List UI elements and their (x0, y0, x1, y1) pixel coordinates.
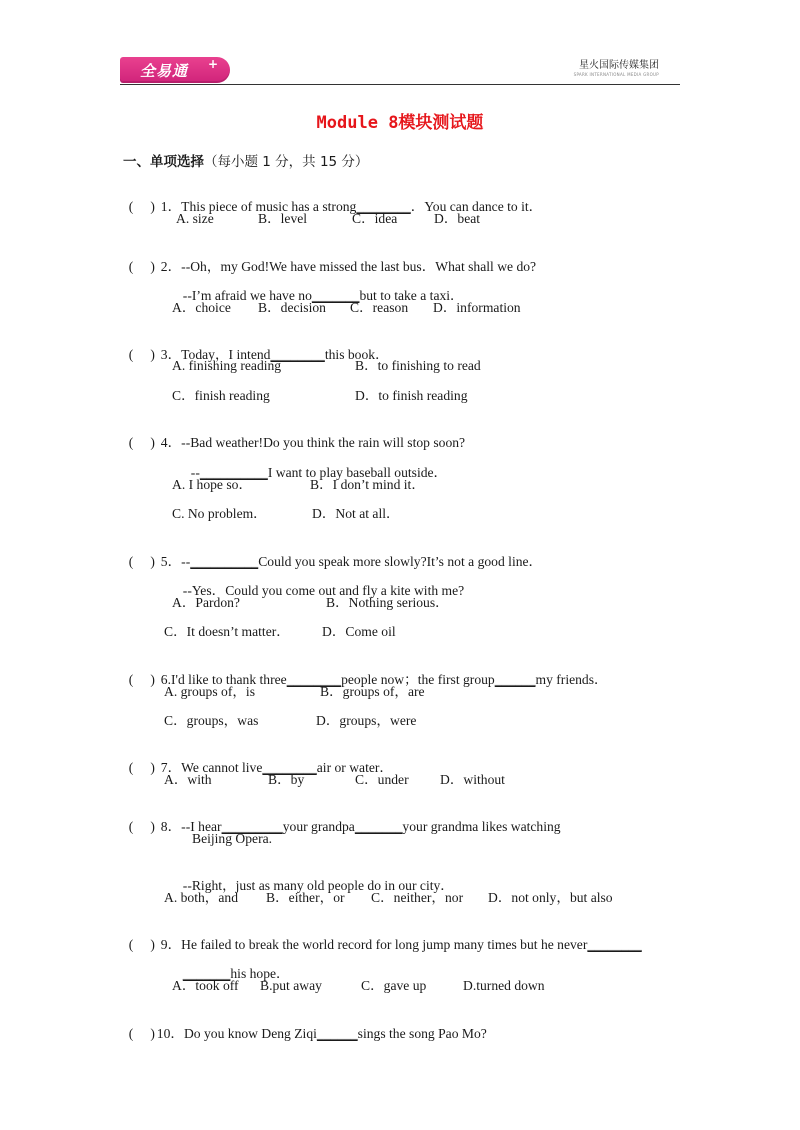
option-a: A. size (176, 211, 214, 226)
answer-blank: ________ (262, 760, 317, 775)
option-d: D．not only，but also (488, 890, 613, 905)
option-a: A．choice (172, 300, 231, 315)
answer-blank: ______ (316, 1026, 358, 1041)
option-c: C．finish reading (172, 388, 270, 403)
question-text: his hope． (230, 966, 290, 981)
option-d: D.turned down (463, 978, 545, 993)
option-c: C．It doesn’t matter． (164, 624, 290, 639)
option-c: C．under (355, 772, 409, 787)
answer-bracket: ( ) (128, 819, 155, 834)
answer-blank: _______ (182, 966, 231, 981)
answer-blank: ________ (270, 347, 325, 362)
document-title: Module 8模块测试题 (316, 113, 484, 133)
option-d: D．groups，were (316, 713, 417, 728)
option-d: D．Come oil (322, 624, 396, 639)
option-b: B．by (268, 772, 305, 787)
section-note: （每小题 1 分，共 15 分） (204, 154, 369, 170)
answer-bracket: ( ) (128, 760, 155, 775)
answer-blank: _______ (354, 819, 403, 834)
option-b: B．level (258, 211, 308, 226)
answer-bracket: ( ) (128, 199, 155, 214)
question-text: people now；the first group (341, 672, 495, 687)
option-c: C．idea (352, 211, 398, 226)
option-b: B．groups of，are (320, 684, 425, 699)
question-text: Could you speak more slowly?It’s not a good line． (258, 554, 543, 569)
answer-blank: ________ (286, 672, 342, 687)
question-10 (122, 1007, 487, 1043)
question-text: -- (190, 465, 200, 480)
option-c: C. No problem． (172, 506, 267, 521)
option-a: A．with (164, 772, 212, 787)
question-text: 5．-- (160, 554, 191, 569)
brand-logo (120, 57, 230, 83)
question-text: 2．--Oh，my God!We have missed the last bus．What shall we do? (160, 259, 537, 274)
answer-blank: ______ (494, 672, 536, 687)
question-text: --Yes．Could you come out and fly a kite with me? (182, 583, 465, 598)
page-header (0, 0, 800, 90)
option-a: A. finishing reading (172, 358, 282, 373)
question-text: I want to play baseball outside． (267, 465, 448, 480)
option-b: B.put away (260, 978, 322, 993)
question-text: ．You can dance to it． (410, 199, 543, 214)
question-text: 7．We cannot live (160, 760, 263, 775)
question-8-continued: Beijing Opera. (192, 831, 273, 846)
question-text: --Right，just as many old people do in our city． (182, 878, 454, 893)
answer-bracket: ( ) (128, 672, 155, 687)
answer-bracket: ( ) (128, 937, 155, 952)
question-text: 3．Today，I intend (160, 347, 271, 362)
question-text: my friends． (535, 672, 608, 687)
publisher-name: 星火国际传媒集团 (579, 60, 659, 71)
question-text: 8．--I hear (160, 819, 222, 834)
publisher-brand (574, 60, 659, 78)
answer-blank: _______ (311, 288, 360, 303)
answer-bracket: ( ) (128, 259, 155, 274)
option-c: C．neither，nor (371, 890, 464, 905)
question-text: air or water． (316, 760, 394, 775)
publisher-name-en: SPARK INTERNATIONAL MEDIA GROUP (573, 72, 659, 77)
option-b: B．decision (258, 300, 326, 315)
answer-bracket: ( ) (128, 554, 155, 569)
option-d: D．Not at all． (312, 506, 400, 521)
option-d: D．to finish reading (355, 388, 468, 403)
answer-blank: ________ (356, 199, 411, 214)
header-divider (120, 84, 680, 85)
logo-text: 全易通 (140, 62, 189, 80)
answer-blank: _________ (221, 819, 283, 834)
option-a: A. groups of，is (164, 684, 256, 699)
option-a: A. both，and (164, 890, 239, 905)
question-text: 10．Do you know Deng Ziqi (156, 1026, 317, 1041)
section-label: 一、单项选择 (123, 154, 204, 170)
answer-bracket: ( ) (128, 347, 155, 362)
option-d: D．information (433, 300, 521, 315)
answer-bracket: ( ) (128, 435, 155, 450)
option-d: D．beat (434, 211, 481, 226)
option-a: A．Pardon? (172, 595, 240, 610)
option-b: B．Nothing serious． (326, 595, 449, 610)
answer-blank: __________ (199, 465, 268, 480)
question-8 (122, 800, 561, 836)
question-text: this book． (324, 347, 389, 362)
question-7 (122, 741, 393, 777)
option-a: A. I hope so． (172, 477, 253, 492)
option-b: B．I don’t mind it． (310, 477, 425, 492)
logo-plus: + (208, 57, 219, 71)
question-text: --I’m afraid we have no (182, 288, 312, 303)
option-d: D．without (440, 772, 505, 787)
option-b: B．to finishing to read (355, 358, 481, 373)
question-text: 9．He failed to break the world record for long jump many times but he never (160, 937, 588, 952)
section-heading (123, 150, 368, 170)
answer-bracket: ( ) (128, 1026, 155, 1041)
question-text: your grandpa (282, 819, 355, 834)
question-text: 4．--Bad weather!Do you think the rain will stop soon? (160, 435, 466, 450)
option-b: B．either，or (266, 890, 345, 905)
question-text: 6.I'd like to thank three (160, 672, 287, 687)
answer-blank: __________ (190, 554, 259, 569)
answer-blank: ________ (587, 937, 642, 952)
option-c: C．groups，was (164, 713, 259, 728)
question-text: sings the song Pao Mo? (357, 1026, 487, 1041)
option-c: C．reason (350, 300, 409, 315)
question-text: but to take a taxi． (359, 288, 464, 303)
question-text: 1．This piece of music has a strong (160, 199, 357, 214)
question-text: your grandma likes watching (402, 819, 561, 834)
option-a: A．took off (172, 978, 239, 993)
option-c: C．gave up (361, 978, 427, 993)
